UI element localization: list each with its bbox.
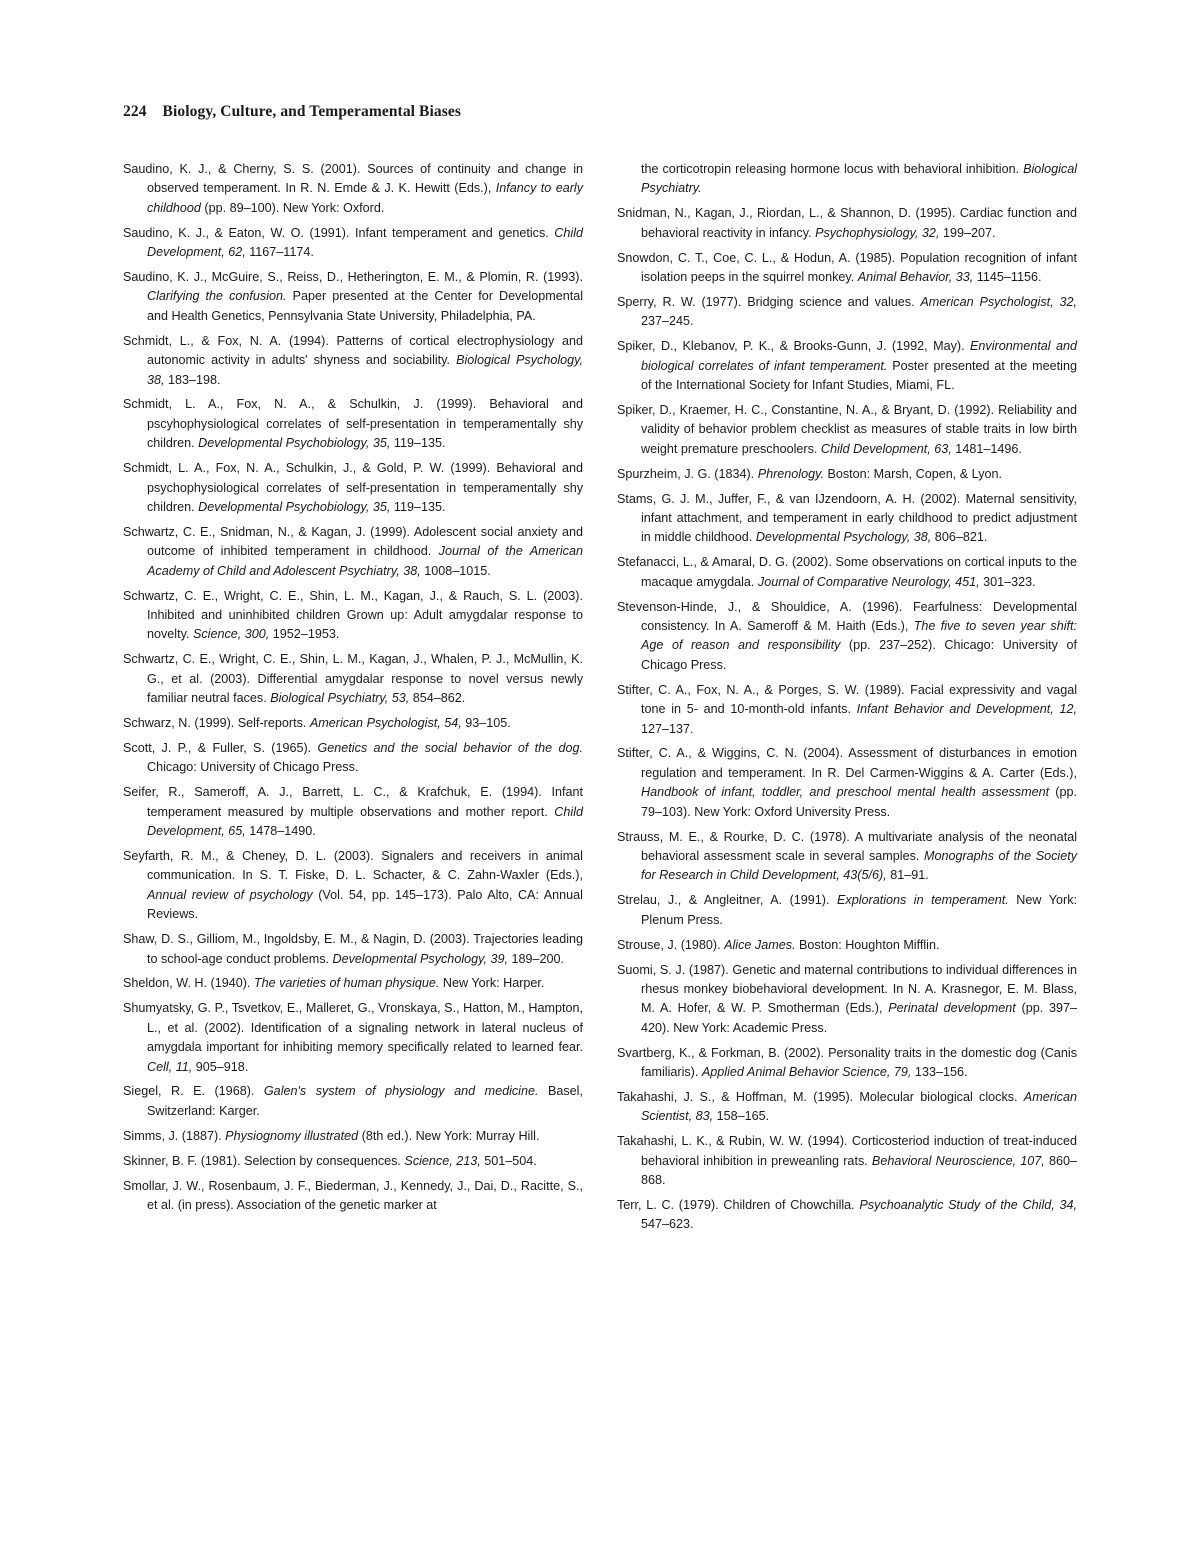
reference-italic-title: Psychophysiology, 32, [815,225,940,240]
reference-text: 237–245. [641,314,694,329]
reference-italic-title: Infant Behavior and Development, 12, [856,702,1077,717]
reference-text: 158–165. [713,1109,770,1124]
reference-entry [123,999,583,1077]
reference-italic-title: Annual review of psychology [147,887,313,902]
reference-italic-title: Environmental and biological correlates of infant temperament. [641,339,1078,373]
reference-entry [617,553,1077,592]
reference-italic-title: Cell, 11, [147,1059,193,1074]
reference-text: Paper presented at the Center for Developmental and Health Genetics, Pennsylvania State University, Philadelphia, PA. [147,289,584,323]
reference-text: (pp. 79–103). New York: Oxford University Press. [641,785,1077,819]
reference-italic-title: Psychoanalytic Study of the Child, 34, [859,1198,1077,1212]
reference-text: Takahashi, J. S., & Hoffman, M. (1995). Molecular biological clocks. [617,1089,1024,1104]
reference-entry [617,1044,1077,1083]
reference-text: Terr, L. C. (1979). Children of Chowchilla. [617,1198,860,1212]
reference-entry [617,204,1077,243]
reference-italic-title: Developmental Psychology, 39, [332,951,508,966]
reference-entry [617,160,1077,199]
reference-entry [123,650,583,708]
reference-italic-title: American Psychologist, 54, [309,716,462,731]
reference-text: Saudino, K. J., & Cherny, S. S. (2001). Sources of continuity and change in observed temperament. In R. N. Emde & J. K. Hewitt (Eds.), [123,162,583,196]
reference-text: 119–135. [390,436,446,451]
reference-text: Boston: Marsh, Copen, & Lyon. [823,466,1003,481]
reference-text: 199–207. [939,225,996,240]
reference-text: Saudino, K. J., & Eaton, W. O. (1991). Infant temperament and genetics. [123,225,555,240]
reference-entry [617,1088,1077,1127]
reference-entry [617,465,1077,484]
reference-text: Strelau, J., & Angleitner, A. (1991). [617,893,837,908]
reference-entry [123,587,583,645]
reference-entry [123,395,583,453]
reference-entry [617,891,1077,930]
reference-text: 1952–1953. [269,627,340,642]
reference-text: Stams, G. J. M., Juffer, F., & van IJzendoorn, A. H. (2002). Maternal sensitivity, infant attachment, and temperament in early childhood to predict adjustment in middle childhood. [617,491,1077,545]
reference-text: Stefanacci, L., & Amaral, D. G. (2002). Some observations on cortical inputs to the macaque amygdala. [617,555,1077,589]
reference-text: 93–105. [461,716,511,731]
page-number: 224 [123,103,147,120]
reference-text: 501–504. [480,1153,537,1168]
running-title: Biology, Culture, and Temperamental Biases [162,103,461,120]
reference-italic-title: Child Development, 65, [147,804,583,839]
reference-entry [617,401,1077,459]
reference-entry [123,714,583,733]
reference-text: Schmidt, L., & Fox, N. A. (1994). Patterns of cortical electrophysiology and autonomic activity in adults' shyness and sociability. [123,333,583,368]
reference-italic-title: Developmental Psychobiology, 35, [198,500,391,514]
reference-italic-title: The varieties of human physique. [253,976,440,991]
reference-entry [617,249,1077,288]
running-header [123,103,461,121]
reference-text: Schwarz, N. (1999). Self-reports. [123,716,310,731]
reference-entry [123,332,583,390]
reference-text: Shaw, D. S., Gilliom, M., Ingoldsby, E. M., & Nagin, D. (2003). Trajectories leading to school-age conduct problems. [123,932,583,966]
reference-italic-title: Galen's system of physiology and medicine. [263,1084,539,1099]
reference-entry [617,337,1077,395]
reference-entry [123,1177,583,1216]
reference-text: Strauss, M. E., & Rourke, D. C. (1978). A multivariate analysis of the neonatal behavioral assessment scale in several samples. [617,829,1077,863]
reference-entry [123,847,583,925]
reference-text: Takahashi, L. K., & Rubin, W. W. (1994). Corticosteriod induction of treat-induced behavioral inhibition in preweanling rats. [617,1134,1077,1168]
reference-italic-title: Genetics and the social behavior of the dog. [317,740,583,755]
reference-text: 1167–1174. [245,245,314,260]
reference-entry [123,783,583,841]
reference-text: Stifter, C. A., & Wiggins, C. N. (2004). Assessment of disturbances in emotion regulation and temperament. In R. Del Carmen-Wiggins & A. Carter (Eds.), [617,746,1077,780]
reference-italic-title: Handbook of infant, toddler, and preschool mental health assessment [641,785,1050,800]
reference-text: Svartberg, K., & Forkman, B. (2002). Personality traits in the domestic dog (Canis familiaris). [617,1045,1077,1080]
reference-entry [617,293,1077,332]
reference-italic-title: Infancy to early childhood [147,181,583,215]
reference-text: Shumyatsky, G. P., Tsvetkov, E., Malleret, G., Vronskaya, S., Hatton, M., Hampton, L., et al. (2002). Identification of a signaling network in lateral nucleus of amygdala important for inhibiting memory specifically related to learned fear. [123,1001,583,1055]
reference-entry [123,974,583,993]
reference-italic-title: Developmental Psychology, 38, [755,530,932,545]
reference-italic-title: Phrenology. [757,466,824,481]
reference-text: Schwartz, C. E., Wright, C. E., Shin, L. M., Kagan, J., Whalen, P. J., McMullin, K. G., et al. (2003). Differential amygdalar response to novel versus newly familiar neutral faces. [123,652,583,706]
reference-text: 860–868. [641,1153,1077,1188]
reference-entry [617,1132,1077,1190]
reference-text: Scott, J. P., & Fuller, S. (1965). [123,740,318,755]
reference-text: 301–323. [979,574,1036,589]
reference-italic-title: Applied Animal Behavior Science, 79, [701,1065,912,1080]
reference-text: Smollar, J. W., Rosenbaum, J. F., Biederman, J., Kennedy, J., Dai, D., Racitte, S., et al. (in press). Association of the genetic marker at [123,1178,583,1212]
reference-italic-title: Behavioral Neuroscience, 107, [871,1153,1045,1168]
reference-text: Stevenson-Hinde, J., & Shouldice, A. (1996). Fearfulness: Developmental consistency. In A. Sameroff & M. Haith (Eds.), [617,599,1077,634]
reference-text: (pp. 237–252). Chicago: University of Chicago Press. [641,638,1077,672]
reference-italic-title: Journal of the American Academy of Child and Adolescent Psychiatry, 38, [147,544,583,578]
reference-entry [123,1127,583,1146]
reference-text: 854–862. [409,691,466,706]
reference-entry [123,1082,583,1121]
reference-italic-title: Monographs of the Society for Research in Child Development, 43(5/6), [641,849,1077,883]
reference-text: 127–137. [641,721,694,736]
reference-italic-title: Physiognomy illustrated [225,1128,359,1143]
reference-entry [617,744,1077,822]
reference-text: Suomi, S. J. (1987). Genetic and maternal contributions to individual differences in rhesus monkey biobehavioral development. In N. A. Krasnegor, E. M. Blass, M. A. Hofer, & W. P. Smotherman (Eds.), [617,962,1077,1016]
reference-italic-title: Alice James. [724,937,796,952]
reference-entry [617,598,1077,676]
reference-text: Seyfarth, R. M., & Cheney, D. L. (2003). Signalers and receivers in animal communication. In S. T. Fiske, D. L. Schacter, & C. Zahn-Waxler (Eds.), [123,849,583,883]
reference-text: the corticotropin releasing hormone locus with behavioral inhibition. [641,162,1024,176]
reference-text: Spurzheim, J. G. (1834). [617,466,758,481]
reference-text: Schmidt, L. A., Fox, N. A., & Schulkin, J. (1999). Behavioral and pscyhophysiological correlates of self-presentation in temperamentally shy children. [123,397,583,451]
reference-entry [617,1196,1077,1235]
reference-text: Schwartz, C. E., Wright, C. E., Shin, L. M., Kagan, J., & Rauch, S. L. (2003). Inhibited and uninhibited children Grown up: Adult amygdalar response to novelty. [123,588,583,642]
reference-italic-title: Animal Behavior, 33, [857,270,974,285]
reference-text: (pp. 89–100). New York: Oxford. [200,200,385,215]
reference-text: Seifer, R., Sameroff, A. J., Barrett, L. C., & Krafchuk, E. (1994). Infant temperament measured by multiple observations and mother report. [123,785,583,819]
reference-entry [123,268,583,326]
reference-text: Boston: Houghton Mifflin. [795,937,940,952]
reference-entry [123,739,583,778]
reference-italic-title: Child Development, 63, [820,441,952,456]
reference-text: New York: Plenum Press. [641,893,1077,927]
reference-text: 1478–1490. [245,824,316,839]
reference-text: Snowdon, C. T., Coe, C. L., & Hodun, A. (1985). Population recognition of infant isolation peeps in the squirrel monkey. [617,250,1077,285]
reference-text: Snidman, N., Kagan, J., Riordan, L., & Shannon, D. (1995). Cardiac function and behavioral reactivity in infancy. [617,206,1077,240]
reference-entry [123,1152,583,1171]
reference-text: Basel, Switzerland: Karger. [147,1084,583,1118]
reference-text: Saudino, K. J., McGuire, S., Reiss, D., Hetherington, E. M., & Plomin, R. (1993). [123,270,583,285]
reference-text: Spiker, D., Kraemer, H. C., Constantine, N. A., & Bryant, D. (1992). Reliability and validity of behavior problem checklist as measures of stable traits in low birth weight premature preschoolers. [617,402,1077,456]
reference-text: 189–200. [508,951,565,966]
reference-text: Strouse, J. (1980). [617,937,725,952]
reference-entry [123,224,583,263]
reference-text: 183–198. [164,372,221,387]
reference-italic-title: Science, 300, [192,627,270,642]
reference-italic-title: Biological Psychiatry. [641,162,1077,196]
references-left-column [123,160,583,1221]
reference-italic-title: Developmental Psychobiology, 35, [198,436,391,451]
reference-text: Chicago: University of Chicago Press. [147,760,359,775]
reference-text: Sperry, R. W. (1977). Bridging science and values. [617,294,921,309]
reference-text: 905–918. [192,1059,249,1074]
reference-italic-title: Journal of Comparative Neurology, 451, [757,574,980,589]
reference-italic-title: The five to seven year shift: Age of reason and responsibility [641,619,1077,653]
references-right-column [617,160,1077,1240]
reference-entry [123,930,583,969]
reference-italic-title: American Psychologist, 32, [920,294,1077,309]
reference-italic-title: American Scientist, 83, [641,1089,1077,1124]
reference-entry [617,828,1077,886]
reference-text: 547–623. [641,1217,694,1232]
reference-text: Spiker, D., Klebanov, P. K., & Brooks-Gunn, J. (1992, May). [617,339,971,354]
reference-entry [617,681,1077,739]
reference-italic-title: Clarifying the confusion. [147,289,287,304]
reference-text: Stifter, C. A., Fox, N. A., & Porges, S. W. (1989). Facial expressivity and vagal tone in 5- and 10-month-old infants. [617,682,1077,717]
reference-text: (8th ed.). New York: Murray Hill. [358,1128,540,1143]
reference-entry [123,523,583,581]
reference-text: Skinner, B. F. (1981). Selection by consequences. [123,1153,405,1168]
reference-entry [123,459,583,517]
reference-text: (Vol. 54, pp. 145–173). Palo Alto, CA: Annual Reviews. [147,887,583,922]
reference-italic-title: Biological Psychiatry, 53, [270,691,410,706]
reference-text: Siegel, R. E. (1968). [123,1084,264,1099]
reference-text: 133–156. [911,1065,968,1080]
reference-text: 806–821. [931,530,988,545]
reference-text: Poster presented at the meeting of the International Society for Infant Studies, Miami, FL. [641,358,1077,393]
reference-entry [123,160,583,218]
reference-entry [617,961,1077,1039]
reference-text: Schwartz, C. E., Snidman, N., & Kagan, J. (1999). Adolescent social anxiety and outcome of inhibited temperament in childhood. [123,524,583,559]
reference-text: 1008–1015. [420,563,491,578]
reference-entry [617,936,1077,955]
reference-text: Sheldon, W. H. (1940). [123,976,254,991]
reference-italic-title: Science, 213, [404,1153,481,1168]
reference-text: New York: Harper. [439,976,545,991]
reference-text: Simms, J. (1887). [123,1128,226,1143]
reference-text: Schmidt, L. A., Fox, N. A., Schulkin, J., & Gold, P. W. (1999). Behavioral and psychophysiological correlates of self-presentation in temperamentally shy children. [123,461,583,514]
reference-entry [617,490,1077,548]
reference-italic-title: Explorations in temperament. [837,893,1009,908]
reference-text: 1481–1496. [951,441,1022,456]
reference-italic-title: Biological Psychology, 38, [147,353,583,387]
reference-italic-title: Perinatal development [888,1001,1016,1016]
reference-text: (pp. 397–420). New York: Academic Press. [641,1001,1077,1035]
reference-italic-title: Child Development, 62, [147,225,583,260]
reference-text: 119–135. [390,500,446,514]
reference-text: 81–91. [886,868,929,883]
reference-text: 1145–1156. [973,270,1042,285]
